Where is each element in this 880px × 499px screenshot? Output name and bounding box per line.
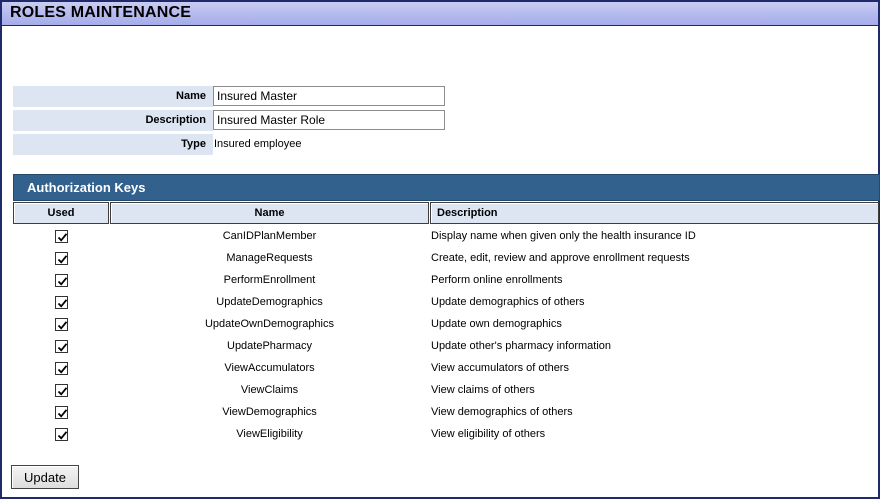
key-description: View claims of others [431, 384, 535, 396]
used-checkbox[interactable] [55, 362, 68, 375]
checkmark-icon [57, 276, 68, 287]
checkmark-icon [57, 386, 68, 397]
table-row [2, 291, 878, 313]
type-label: Type [181, 138, 206, 150]
used-checkbox[interactable] [55, 318, 68, 331]
used-checkbox[interactable] [55, 296, 68, 309]
key-name: UpdateDemographics [216, 296, 323, 308]
used-checkbox[interactable] [55, 252, 68, 265]
used-checkbox[interactable] [55, 428, 68, 441]
authorization-keys-header [13, 174, 880, 201]
used-checkbox[interactable] [55, 406, 68, 419]
table-row [2, 357, 878, 379]
column-header-name[interactable] [110, 202, 429, 224]
key-description: View eligibility of others [431, 428, 546, 440]
description-label: Description [145, 114, 206, 126]
column-header-description[interactable] [430, 202, 879, 224]
key-name: ViewDemographics [222, 406, 317, 418]
key-name: UpdatePharmacy [227, 340, 312, 352]
used-checkbox[interactable] [55, 384, 68, 397]
checkmark-icon [57, 298, 68, 309]
checkmark-icon [57, 364, 68, 375]
key-description: View accumulators of others [431, 362, 569, 374]
key-name: ViewEligibility [236, 428, 303, 440]
key-name: UpdateOwnDemographics [204, 318, 334, 330]
name-label-cell [13, 86, 213, 107]
key-description: Perform online enrollments [431, 274, 563, 286]
name-field[interactable] [213, 86, 445, 106]
page-title: ROLES MAINTENANCE [10, 4, 192, 21]
key-name: ViewClaims [240, 384, 299, 396]
column-header-used[interactable] [13, 202, 109, 224]
type-value: Insured employee [214, 138, 302, 150]
table-row [2, 401, 878, 423]
key-name: CanIDPlanMember [222, 230, 317, 242]
table-row [2, 313, 878, 335]
type-label-cell [13, 134, 213, 155]
key-description: Display name when given only the health insurance ID [431, 230, 696, 242]
used-checkbox[interactable] [55, 230, 68, 243]
key-description: Update demographics of others [431, 296, 585, 308]
description-label-cell [13, 110, 213, 131]
used-checkbox[interactable] [55, 274, 68, 287]
key-name: ViewAccumulators [224, 362, 315, 374]
key-description: Create, edit, review and approve enrollment requests [431, 252, 690, 264]
key-name: ManageRequests [226, 252, 313, 264]
table-row [2, 423, 878, 445]
key-description: View demographics of others [431, 406, 573, 418]
table-row [2, 379, 878, 401]
table-row [2, 269, 878, 291]
table-row [2, 335, 878, 357]
title-bar [2, 2, 878, 26]
key-description: Update other's pharmacy information [431, 340, 612, 352]
checkmark-icon [57, 408, 68, 419]
used-checkbox[interactable] [55, 340, 68, 353]
update-button[interactable]: Update [11, 465, 79, 489]
table-row [2, 247, 878, 269]
column-header-name-label: Name [254, 207, 285, 219]
authorization-keys-title: Authorization Keys [27, 180, 146, 195]
table-row [2, 225, 878, 247]
key-description: Update own demographics [431, 318, 562, 330]
checkmark-icon [57, 342, 68, 353]
column-header-used-label: Used [47, 207, 75, 219]
description-field[interactable] [213, 110, 445, 130]
checkmark-icon [57, 320, 68, 331]
key-name: PerformEnrollment [223, 274, 316, 286]
name-label: Name [176, 90, 206, 102]
checkmark-icon [57, 232, 68, 243]
column-header-description-label: Description [437, 207, 498, 219]
checkmark-icon [57, 254, 68, 265]
checkmark-icon [57, 430, 68, 441]
